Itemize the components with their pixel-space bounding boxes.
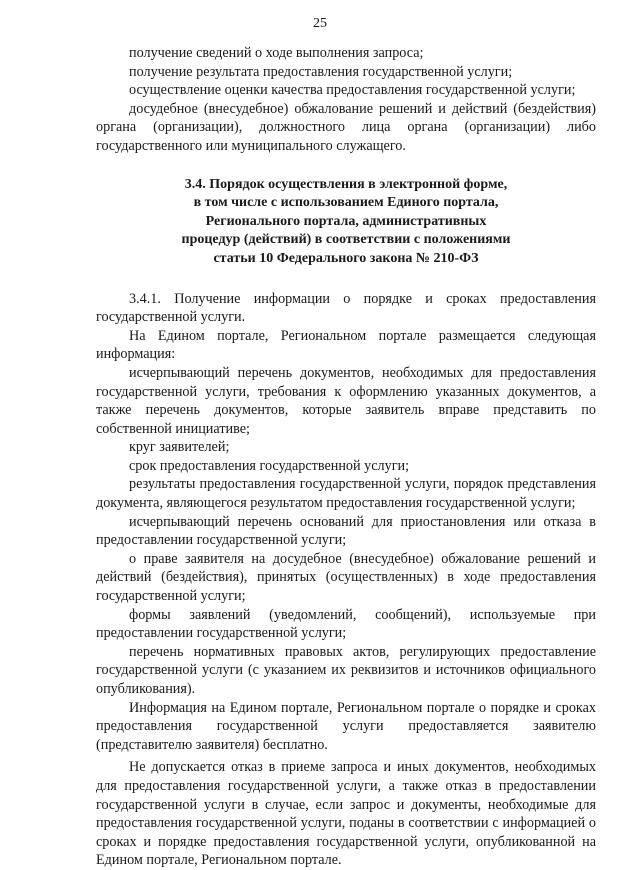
paragraph: о праве заявителя на досудебное (внесудебное) обжалование решений и действий (бездействия), принятых (осуществленных) в ходе предоставления государственной услуги; (96, 550, 596, 605)
paragraph: досудебное (внесудебное) обжалование решений и действий (бездействия) органа (организации), должностного лица органа (организации) либо государственного или муниципального служащего. (96, 100, 596, 154)
paragraph: Информация на Едином портале, Региональном портале о порядке и сроках предоставления государственной услуги предоставляется заявителю (представителю заявителя) бесплатно. (96, 699, 596, 753)
paragraph: перечень нормативных правовых актов, регулирующих предоставление государственной услуги (с указанием их реквизитов и источников официального опубликования). (96, 643, 596, 697)
paragraph: 3.4.1. Получение информации о порядке и сроках предоставления государственной услуги. (96, 290, 596, 326)
paragraph: На Едином портале, Региональном портале размещается следующая информация: (96, 327, 596, 363)
heading-line: процедур (действий) в соответствии с положениями (181, 232, 511, 248)
document-body (96, 44, 596, 870)
paragraph: круг заявителей; (129, 439, 230, 456)
paragraph: срок предоставления государственной услуги; (129, 457, 410, 474)
paragraph: результаты предоставления государственной услуги, порядок представления документа, являющегося результатом предоставления государственной услуги; (96, 476, 596, 512)
paragraph: осуществление оценки качества предоставления государственной услуги; (129, 82, 576, 99)
page-number: 25 (313, 16, 327, 31)
heading-line: 3.4. Порядок осуществления в электронной форме, (184, 176, 508, 192)
paragraph: получение сведений о ходе выполнения запроса; (129, 45, 424, 61)
paragraph: формы заявлений (уведомлений, сообщений), используемые при предоставлении государственной услуги; (96, 606, 596, 642)
heading-line: Регионального портала, административных (205, 213, 487, 229)
paragraph: исчерпывающий перечень оснований для приостановления или отказа в предоставлении государственной услуги; (96, 513, 596, 549)
heading-line: в том числе с использованием Единого портала, (193, 195, 499, 211)
paragraph: Не допускается отказ в приеме запроса и иных документов, необходимых для предоставления государственной услуги, а также отказ в предоставлении государственной услуги в случае, если запрос и документы, необходимые для предоставления государственной услуги, поданы в соответствии с информацией о сроках и порядке предоставления государственной услуги, опубликованной на Едином портале, Региональном портале. (96, 759, 596, 869)
heading-line: статьи 10 Федерального закона № 210-ФЗ (213, 250, 479, 266)
section-heading (96, 176, 596, 269)
paragraph: исчерпывающий перечень документов, необходимых для предоставления государственной услуги, требования к оформлению указанных документов, а также перечень документов, которые заявитель вправе представить по собственной инициативе; (96, 364, 596, 437)
paragraph: получение результата предоставления государственной услуги; (129, 63, 513, 80)
